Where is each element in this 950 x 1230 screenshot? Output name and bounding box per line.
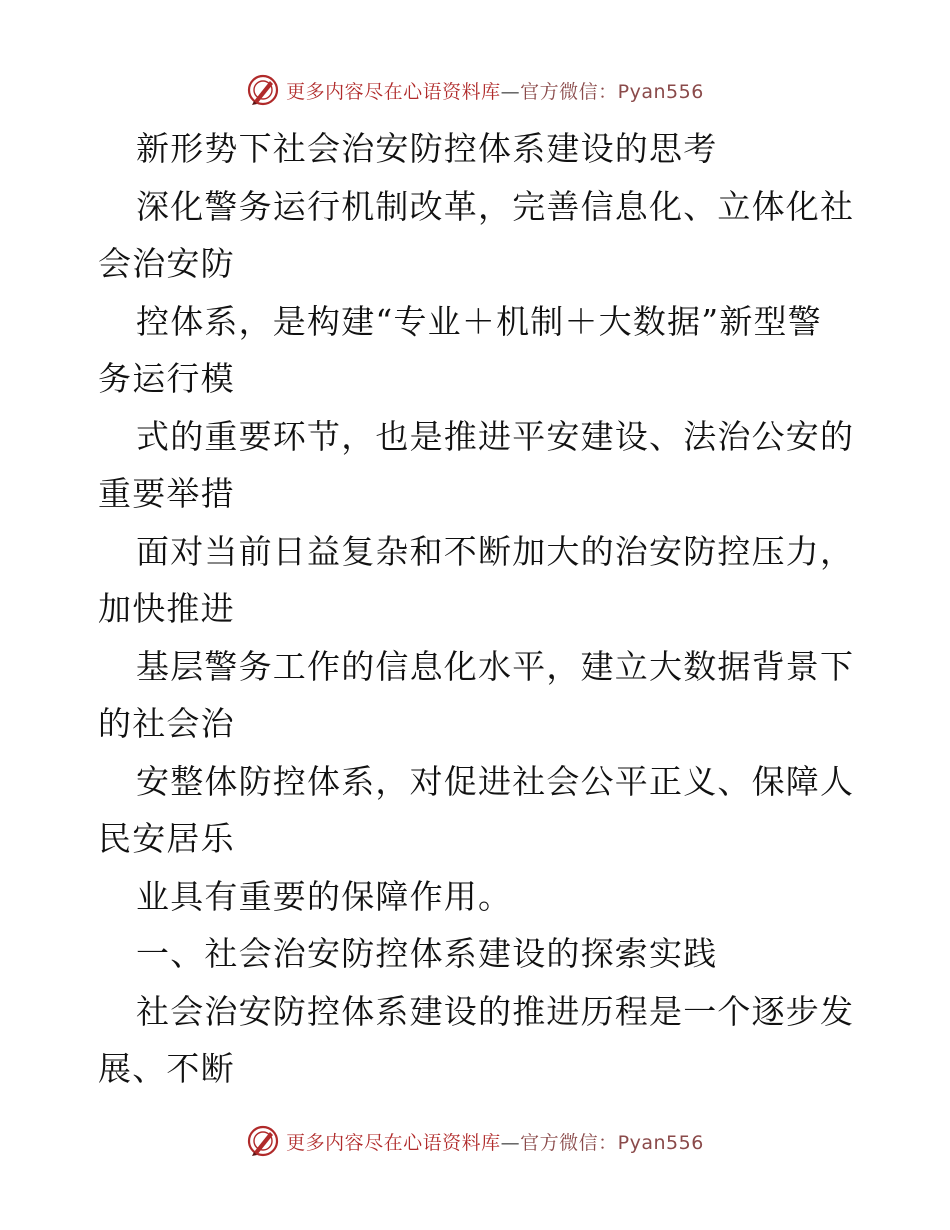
- footer-watermark: [0, 1121, 950, 1161]
- watermark-separator: —: [500, 1131, 521, 1154]
- text-line: 面对当前日益复杂和不断加大的治安防控压力，: [136, 531, 855, 571]
- text-line: 基层警务工作的信息化水平，建立大数据背景下: [136, 646, 855, 686]
- text-line: 式的重要环节，也是推进平安建设、法治公安的: [136, 416, 855, 456]
- text-line: 深化警务运行机制改革，完善信息化、立体化社: [136, 186, 855, 226]
- header-watermark: [0, 70, 950, 110]
- text-line: 会治安防: [98, 244, 235, 283]
- text-line: 务运行模: [98, 359, 235, 398]
- text-line: 安整体防控体系，对促进社会公平正义、保障人: [136, 761, 855, 801]
- watermark-main: 更多内容尽在心语资料库: [286, 1131, 501, 1154]
- watermark-text: [286, 77, 704, 104]
- text-line: 展、不断: [98, 1049, 235, 1088]
- watermark-main: 更多内容尽在心语资料库: [286, 80, 501, 103]
- watermark-text: [286, 1128, 704, 1155]
- section-heading: 一、社会治安防控体系建设的探索实践: [136, 934, 718, 973]
- text-line: 业具有重要的保障作用。: [136, 876, 513, 916]
- text-line: 的社会治: [98, 704, 235, 743]
- text-line: 重要举措: [98, 474, 235, 513]
- text-line: 民安居乐: [98, 819, 235, 858]
- text-line: 社会治安防控体系建设的推进历程是一个逐步发: [136, 991, 855, 1031]
- doc-title: 新形势下社会治安防控体系建设的思考: [136, 129, 718, 168]
- text-line: 加快推进: [98, 589, 235, 628]
- pen-logo-icon: [246, 73, 280, 107]
- watermark-wechat: 官方微信：Pyan556: [520, 1131, 704, 1154]
- text-line: 控体系，是构建“专业＋机制＋大数据”新型警: [136, 301, 822, 341]
- watermark-wechat: 官方微信：Pyan556: [520, 80, 704, 103]
- watermark-separator: —: [500, 80, 521, 103]
- document-body: [98, 120, 858, 1098]
- pen-logo-icon: [246, 1124, 280, 1158]
